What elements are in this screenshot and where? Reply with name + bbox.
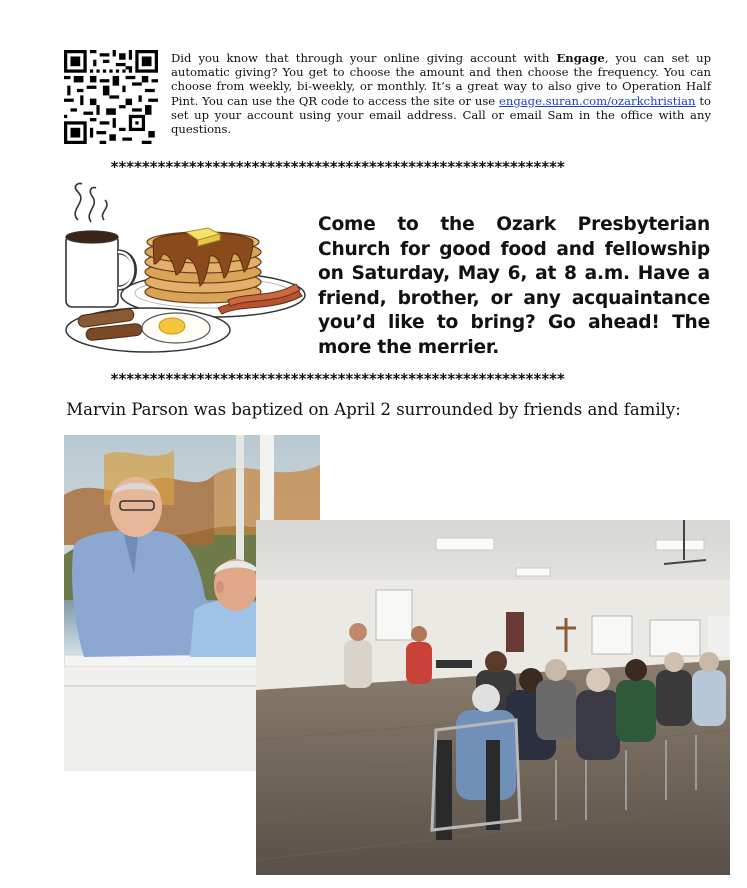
separator-line: **********************************************************	[110, 370, 565, 388]
giving-body: , you can set up automatic giving? You get to choose the amount and then choose the frequency. You can choose from weekly, bi-weekly, or monthly. It’s a great way to also give to Operation Half Pint. You can use the QR code to access the site or use	[171, 51, 711, 108]
engage-brand: Engage	[556, 51, 605, 65]
baptism-caption: Marvin Parson was baptized on April 2 surrounded by friends and family:	[66, 400, 681, 419]
separator-line: **********************************************************	[110, 158, 565, 176]
congregation-photo	[256, 520, 730, 875]
breakfast-announcement: Come to the Ozark Presbyterian Church for good food and fellowship on Saturday, May 6, at 8 a.m. Have a friend, brother, or any acquaintance you’d like to bring? Go ahead! The more the merrier.	[318, 214, 710, 358]
pancake-breakfast-illustration	[58, 180, 308, 360]
engage-link[interactable]: engage.suran.com/ozarkchristian	[499, 93, 696, 108]
giving-outro: to set up your account using your email address. Call or email Sam in the office with any questions.	[171, 93, 711, 137]
giving-intro: Did you know that through your online giving account with	[171, 51, 557, 65]
online-giving-paragraph	[171, 51, 711, 136]
qr-code[interactable]	[64, 50, 158, 144]
